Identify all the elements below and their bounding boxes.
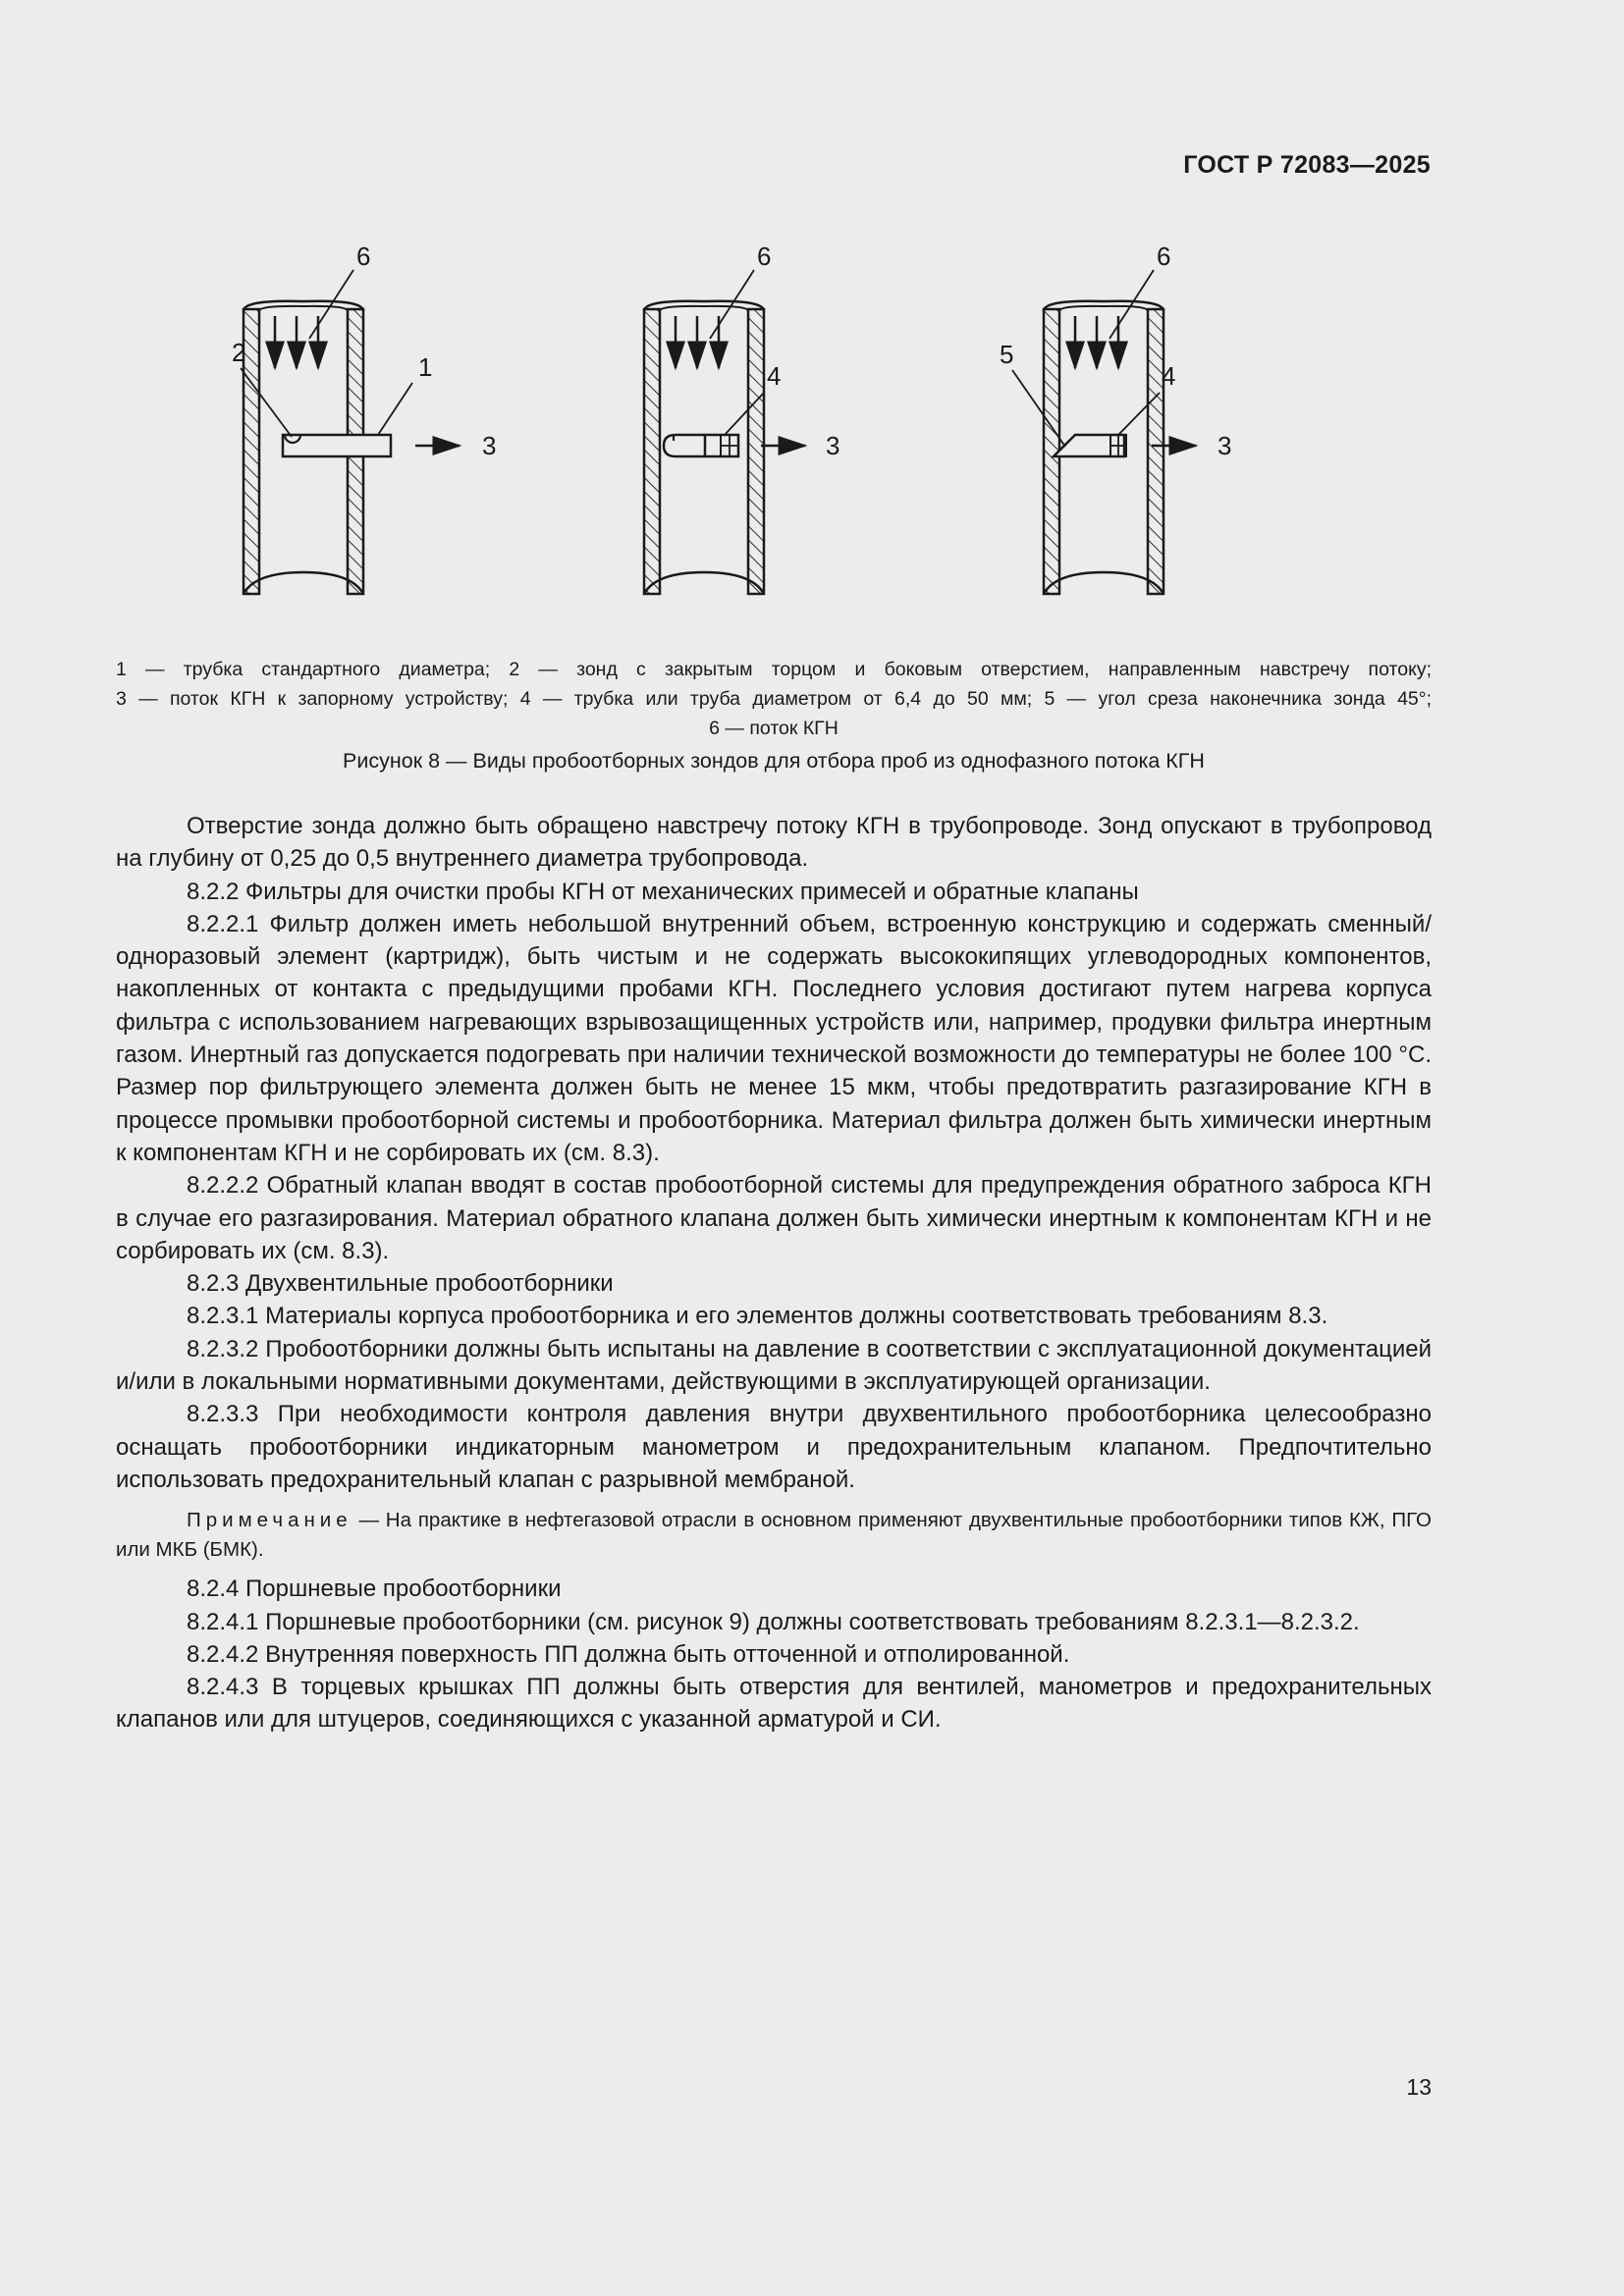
section-heading: 8.2.3 Двухвентильные пробоотборники [187, 1270, 614, 1298]
label-6: 6 [1157, 241, 1171, 271]
label-2: 2 [232, 338, 246, 367]
paragraph: 8.2.4.2 Внутренняя поверхность ПП должна быть отточенной и отполированной. [187, 1640, 1070, 1668]
section-heading: 8.2.2 Фильтры для очистки пробы КГН от механических примесей и обратные клапаны [187, 878, 1139, 905]
label-6: 6 [757, 241, 772, 271]
legend-line: 3 — поток КГН к запорному устройству; 4 — трубка или труба диаметром от 6,4 до 50 мм; 5 — угол среза наконечника зонда 45°; [116, 688, 1432, 710]
paragraph: 8.2.2.1 Фильтр должен иметь небольшой внутренний объем, встроенную конструкцию и содержать сменный/одноразовый элемент (картридж), быть чистым и не содержать высококипящих углеводородных компонентов, накопленных от контакта с предыдущими пробами КГН. Последнего условия достигают путем нагрева корпуса фильтра с использованием нагревающих взрывозащищенных устройств или, например, продувки фильтра инертным газом. Инертный газ допускается подогревать при наличии технической возможности до температуры не более 100 °С. Размер пор фильтрующего элемента должен быть не менее 15 мкм, чтобы предотвратить разгазирование КГН в процессе промывки пробоотборной системы и пробоотборника. Материал фильтра должен быть химически инертным к компонентам КГН и не сорбировать их (см. 8.3). [116, 910, 1432, 1166]
label-4: 4 [1162, 361, 1176, 391]
label-6: 6 [356, 241, 371, 271]
paragraph: 8.2.2.2 Обратный клапан вводят в состав пробоотборной системы для предупреждения обратного заброса КГН в случае его разгазирования. Материал обратного клапана должен быть химически инертным к компонентам КГН и не сорбировать их (см. 8.3). [116, 1172, 1432, 1264]
paragraph: 8.2.4.3 В торцевых крышках ПП должны быть отверстия для вентилей, манометров и предохранительных клапанов или для штуцеров, соединяющихся с указанной арматурой и СИ. [116, 1674, 1432, 1734]
legend-line: 6 — поток КГН [709, 718, 839, 739]
label-3: 3 [826, 431, 840, 460]
paragraph: 8.2.3.2 Пробоотборники должны быть испытаны на давление в соответствии с эксплуатационной документацией и/или в локальными нормативными документами, действующими в эксплуатирующей организации. [116, 1335, 1432, 1396]
label-1: 1 [418, 352, 433, 382]
document-header: ГОСТ Р 72083—2025 [1183, 151, 1431, 179]
paragraph: Отверстие зонда должно быть обращено навстречу потоку КГН в трубопроводе. Зонд опускают в трубопровод на глубину от 0,25 до 0,5 внутреннего диаметра трубопровода. [116, 813, 1432, 873]
figure-legend [116, 655, 1432, 743]
figure-8-probe-diagram [187, 240, 1365, 614]
label-4: 4 [767, 361, 782, 391]
paragraph: 8.2.4.1 Поршневые пробоотборники (см. рисунок 9) должны соответствовать требованиям 8.2.3.1—8.2.3.2. [187, 1608, 1360, 1635]
probe-b-diagram [644, 241, 839, 594]
probe-a-diagram [232, 241, 496, 594]
legend-line: 1 — трубка стандартного диаметра; 2 — зонд с закрытым торцом и боковым отверстием, направленным навстречу потоку; [116, 659, 1432, 680]
note-text: — На практике в нефтегазовой отрасли в основном применяют двухвентильные пробоотборники типов КЖ, ПГО или МКБ (БМК). [116, 1509, 1432, 1562]
paragraph: 8.2.3.1 Материалы корпуса пробоотборника и его элементов должны соответствовать требованиям 8.3. [187, 1303, 1328, 1330]
figure-caption: Рисунок 8 — Виды пробоотборных зондов для отбора проб из однофазного потока КГН [343, 749, 1205, 773]
section-heading: 8.2.4 Поршневые пробоотборники [187, 1575, 562, 1603]
note [116, 1506, 1432, 1565]
note-label: Примечание [187, 1509, 352, 1532]
label-5: 5 [1000, 340, 1014, 369]
label-3: 3 [482, 431, 497, 460]
label-3: 3 [1218, 431, 1232, 460]
paragraph: 8.2.3.3 При необходимости контроля давления внутри двухвентильного пробоотборника целесообразно оснащать пробоотборники индикаторным манометром и предохранительным клапаном. Предпочтительно использовать предохранительный клапан с разрывной мембраной. [116, 1401, 1432, 1493]
page-number: 13 [1406, 2074, 1432, 2100]
body-text [116, 810, 1432, 1736]
probe-c-diagram [1000, 241, 1231, 594]
